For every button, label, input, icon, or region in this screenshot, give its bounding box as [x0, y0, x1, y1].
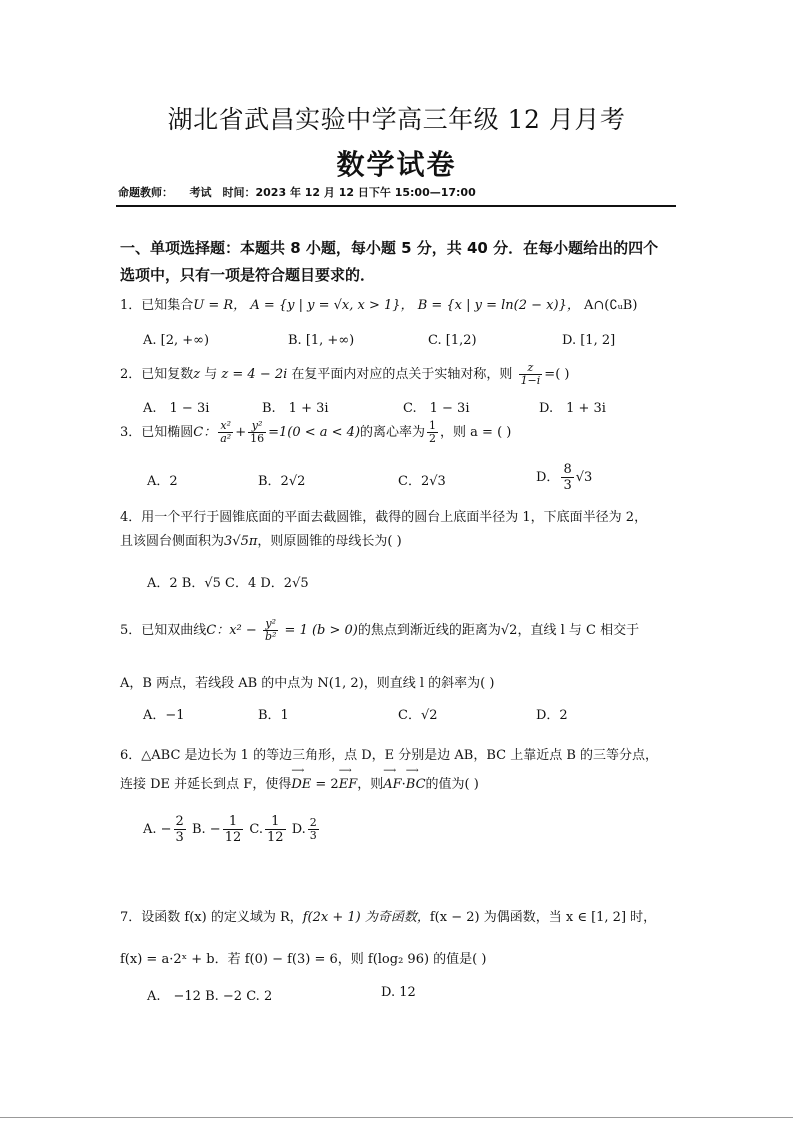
q6-opt-a-frac: [174, 814, 186, 845]
q2-option-d: D. 1 + 3i: [539, 401, 606, 416]
q6-line2c: 的值为( ): [425, 777, 479, 792]
q2-option-c: C. 1 − 3i: [403, 401, 470, 416]
q7-option-d: D. 12: [381, 985, 416, 1000]
q2-tail: =( ): [544, 367, 570, 382]
q5-frac-den: b²: [264, 630, 277, 643]
page-bottom-edge: [0, 1117, 793, 1118]
q3-cond: =1(0 < a < 4): [268, 425, 361, 440]
q6-opt-c-frac: [265, 814, 286, 845]
q5-frac: [263, 618, 278, 643]
q7-line1b: f(2x + 1) 为奇函数，: [302, 910, 430, 925]
q7-line1a: 7．设函数 f(x) 的定义域为 R，: [120, 910, 303, 925]
question-3: [120, 420, 511, 445]
section1-heading-line1: 一、单项选择题：本题共 8 小题，每小题 5 分，共 40 分．在每小题给出的四个: [120, 239, 659, 257]
q2-frac-den: 1−i: [520, 374, 541, 387]
q6-opt-b-label: B. −: [191, 822, 221, 837]
q3-c: C：: [193, 425, 217, 440]
q3-option-a: A．2: [147, 474, 178, 489]
q6-opt-a-label: A. −: [143, 822, 172, 837]
q5-option-b: B．1: [258, 708, 289, 723]
q3-frac-x: [218, 420, 233, 445]
question-5-line1: [120, 618, 639, 643]
q4-area: 3√5π: [224, 534, 258, 549]
exam-title: 湖北省武昌实验中学高三年级 12 月月考: [167, 105, 626, 134]
question-6-line2: [120, 773, 479, 792]
exam-subject: 数学试卷: [336, 148, 457, 181]
q6-b-den: 12: [224, 830, 242, 845]
q3-frac-y: [248, 420, 266, 445]
section1-heading-line2: 选项中，只有一项是符合题目要求的．: [120, 266, 376, 284]
q5-option-d: D．2: [536, 708, 568, 723]
q6-vec-bc: ⟶ BC: [406, 777, 426, 792]
q3-optd-den: 3: [563, 478, 572, 493]
q2-prefix: 2．已知复数: [120, 367, 194, 382]
q2-option-b: B. 1 + 3i: [262, 401, 329, 416]
header-divider: [116, 205, 676, 207]
q3-text: 的离心率为: [360, 425, 426, 440]
q3-e-num: 1: [429, 419, 437, 432]
question-7-line1: [120, 906, 656, 925]
question-2: [120, 362, 569, 387]
q3-frac-e: [427, 420, 438, 445]
q6-opt-c-label: C.: [249, 822, 263, 837]
q1-option-a: A. [2, +∞): [143, 333, 210, 348]
q5-option-a: A．−1: [143, 708, 185, 723]
q4-options: A．2 B．√5 C．4 D．2√5: [147, 576, 309, 591]
q3-f1-num: x²: [218, 420, 233, 433]
q2-frac-num: z: [519, 362, 543, 375]
q6-opt-b-frac: [223, 814, 244, 845]
q1-set-a: A = {y | y = √x, x > 1}，: [250, 298, 414, 313]
q5-frac-num: y²: [263, 618, 278, 631]
q1-prefix: 1．已知集合: [120, 298, 194, 313]
exam-meta: 命题教师： 考试 时间：2023 年 12 月 12 日下午 15:00—17:00: [118, 186, 476, 199]
q1-option-b: B. [1, +∞): [288, 333, 355, 348]
q6-a-num: 2: [175, 814, 184, 829]
q5-text: 的焦点到渐近线的距离为: [357, 623, 501, 638]
q4-line2a: 且该圆台侧面积为: [120, 534, 225, 549]
q3-f2-den: 16: [250, 432, 265, 445]
q4-line2c: ，则原圆锥的母线长为( ): [257, 534, 402, 549]
q1-set-b: B = {x | y = ln(2 − x)}，: [417, 298, 580, 313]
question-4-line2: [120, 530, 402, 549]
q7-line1c: f(x − 2) 为偶函数，当 x ∈ [1, 2] 时，: [429, 910, 657, 925]
q6-d-num: 2: [309, 816, 317, 829]
q3-f2-num: y²: [248, 420, 266, 433]
q6-c-num: 1: [265, 814, 286, 830]
q6-b-num: 1: [223, 814, 244, 830]
q3-optd-tail: √3: [575, 470, 593, 485]
q6-vec-af: ⟶ AF: [383, 777, 401, 792]
q5-option-c: C．√2: [398, 708, 438, 723]
q3-e-den: 2: [429, 432, 437, 445]
q1-set-u: U = R，: [193, 298, 247, 313]
q6-options: [143, 814, 321, 845]
question-5-line2: A，B 两点，若线段 AB 的中点为 N(1, 2)，则直线 l 的斜率为( ): [120, 676, 495, 691]
q7-options-abc: A. −12 B. −2 C. 2: [147, 989, 273, 1004]
q2-z: z: [193, 367, 201, 382]
q6-vec-ef: ⟶ EF: [339, 777, 358, 792]
q3-tail: ，则 a = ( ): [440, 425, 512, 440]
q6-a-den: 3: [175, 830, 184, 845]
question-4-line1: 4．用一个平行于圆锥底面的平面去截圆锥，截得的圆台上底面半径为 1，下底面半径为 2，: [120, 510, 648, 525]
q1-option-c: C. [1,2): [428, 333, 477, 348]
q6-dot: ·: [401, 777, 406, 792]
q5-prefix: 5．已知双曲线: [120, 623, 207, 638]
q2-fraction: [519, 362, 543, 387]
q3-optd-num: 8: [563, 462, 572, 477]
q1-option-d: D. [1, 2]: [562, 333, 616, 348]
q2-mid: 与: [200, 367, 222, 382]
question-1: [120, 294, 637, 313]
question-7-line2: f(x) = a·2ˣ + b．若 f(0) − f(3) = 6，则 f(log₂ 96) 的值是( ): [120, 952, 487, 967]
q6-line2a: 连接 DE 并延长到点 F，使得: [120, 777, 292, 792]
q5-minus: −: [241, 623, 261, 638]
q3-optd-frac: [561, 462, 573, 493]
q2-text: 在复平面内对应的点关于实轴对称，则: [287, 367, 513, 382]
q5-val: √2: [500, 623, 518, 638]
q6-eq: = 2: [311, 777, 339, 792]
q3-option-d: [536, 462, 592, 493]
q3-option-b: B．2√2: [258, 474, 306, 489]
q5-c: C：x²: [206, 623, 242, 638]
q3-optd-label: D．: [536, 470, 560, 485]
q3-option-c: C．2√3: [398, 474, 446, 489]
q5-cond: = 1 (b > 0): [280, 623, 358, 638]
q3-f1-den: a²: [220, 432, 232, 445]
q2-option-a: A. 1 − 3i: [143, 401, 210, 416]
q6-opt-d-frac: [308, 817, 319, 842]
q3-plus: +: [235, 425, 247, 440]
q6-vec-de: ⟶ DE: [291, 777, 311, 792]
q6-d-den: 3: [309, 829, 317, 842]
q2-expr: z = 4 − 2i: [221, 367, 288, 382]
q3-prefix: 3．已知椭圆: [120, 425, 194, 440]
q6-c-den: 12: [267, 830, 284, 845]
question-6-line1: 6．△ABC 是边长为 1 的等边三角形，点 D，E 分别是边 AB，BC 上靠近点 B 的三等分点，: [120, 748, 659, 763]
q6-opt-d-label: D.: [291, 822, 306, 837]
q1-tail: A∩(∁ᵤB): [584, 298, 638, 313]
q6-line2b: ，则: [357, 777, 384, 792]
q5-tail: ，直线 l 与 C 相交于: [517, 623, 640, 638]
